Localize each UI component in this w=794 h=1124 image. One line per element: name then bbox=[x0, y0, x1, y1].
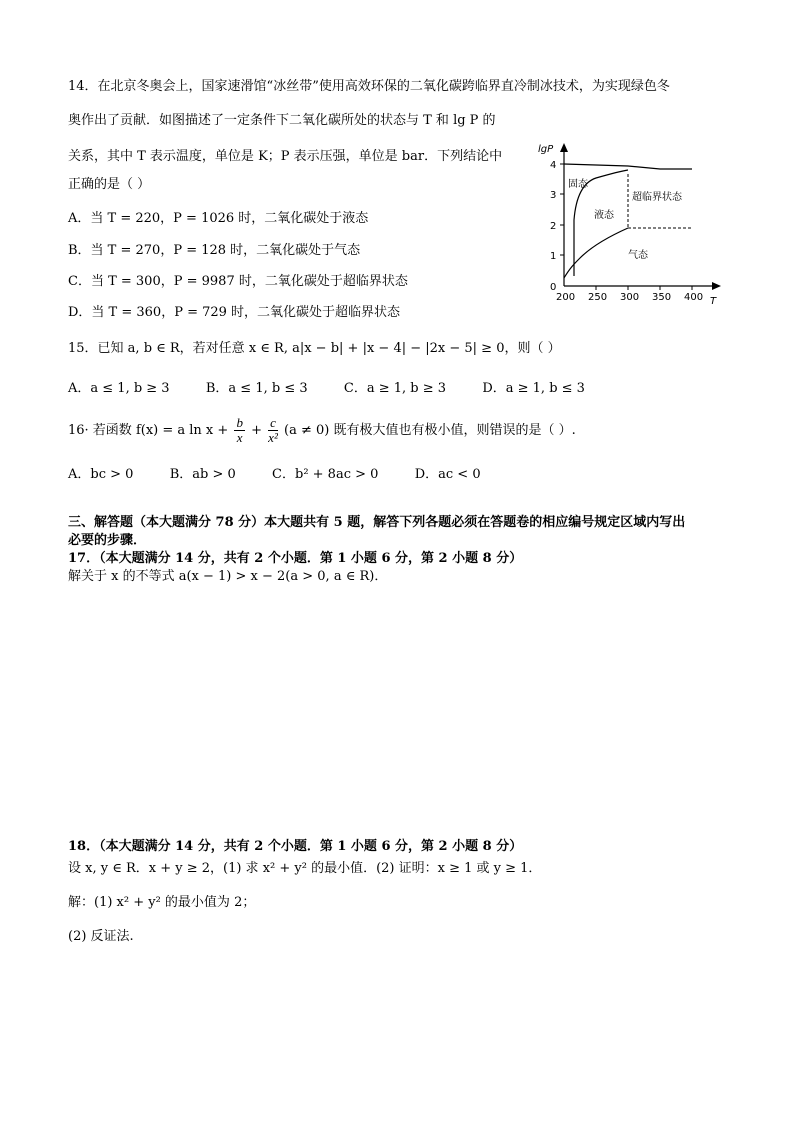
section3-heading-line2: 必要的步骤． bbox=[68, 533, 147, 548]
q15-options bbox=[68, 380, 585, 398]
y-axis-label: lgP bbox=[538, 144, 554, 155]
q16-option-d: D．ac < 0 bbox=[414, 467, 481, 482]
y-tick-label: 3 bbox=[550, 190, 557, 201]
y-axis-arrow bbox=[560, 143, 568, 152]
q16-fraction-b-over-x bbox=[234, 416, 245, 445]
q14-option-b: B．当 T = 270，P = 128 时，二氧化碳处于气态 bbox=[68, 243, 361, 258]
y-tick-label: 0 bbox=[550, 282, 557, 293]
x-tick-label: 250 bbox=[588, 292, 608, 303]
solid-boundary-top bbox=[564, 164, 692, 169]
q18-answer2: (2) 反证法. bbox=[68, 929, 134, 944]
q18-answer1: 解：(1) x² + y² 的最小值为 2； bbox=[68, 895, 256, 910]
region-gas-label: 气态 bbox=[628, 250, 648, 261]
q16-frac1-den: x bbox=[236, 430, 243, 445]
x-tick-label: 400 bbox=[684, 292, 704, 303]
q16-stem bbox=[68, 414, 576, 448]
q14-option-d: D．当 T = 360，P = 729 时，二氧化碳处于超临界状态 bbox=[68, 305, 401, 320]
q14-option-a: A．当 T = 220，P = 1026 时，二氧化碳处于液态 bbox=[68, 211, 369, 226]
q15-option-a: A．a ≤ 1, b ≥ 3 bbox=[68, 381, 170, 396]
q16-plus: + bbox=[251, 423, 262, 438]
q18-body: 设 x, y ∈ R．x + y ≥ 2，(1) 求 x² + y² 的最小值．(2) 证明：x ≥ 1 或 y ≥ 1． bbox=[68, 861, 542, 876]
q16-option-c: C．b² + 8ac > 0 bbox=[272, 467, 379, 482]
q14-line3: 关系，其中 T 表示温度，单位是 K；P 表示压强，单位是 bar．下列结论中 bbox=[68, 149, 503, 164]
q14-line4: 正确的是（ ） bbox=[68, 177, 151, 192]
region-solid-label: 固态 bbox=[568, 179, 588, 190]
q16-frac1-num: b bbox=[236, 415, 243, 430]
q17-body: 解关于 x 的不等式 a(x − 1) > x − 2(a > 0, a ∈ R)． bbox=[68, 569, 388, 584]
phase-diagram bbox=[530, 140, 726, 310]
q16-option-a: A．bc > 0 bbox=[68, 467, 134, 482]
q14-line1: 14．在北京冬奥会上，国家速滑馆“冰丝带”使用高效环保的二氧化碳跨临界直冷制冰技术，为实现绿色冬 bbox=[68, 79, 670, 94]
q16-suffix: (a ≠ 0) 既有极大值也有极小值，则错误的是（ ）. bbox=[284, 423, 576, 438]
q16-option-b: B．ab > 0 bbox=[169, 467, 236, 482]
section3-heading-line1: 三、解答题（本大题满分 78 分）本大题共有 5 题，解答下列各题必须在答题卷的相应编号规定区域内写出 bbox=[68, 515, 686, 530]
region-supercritical-label: 超临界状态 bbox=[632, 192, 682, 203]
q16-options bbox=[68, 466, 481, 484]
q16-prefix: 16· 若函数 f(x) = a ln x + bbox=[68, 423, 229, 438]
q14-option-c: C．当 T = 300，P = 9987 时，二氧化碳处于超临界状态 bbox=[68, 274, 408, 289]
x-tick-label: 200 bbox=[556, 292, 576, 303]
x-tick-label: 300 bbox=[620, 292, 640, 303]
q17-title: 17．（本大题满分 14 分，共有 2 个小题．第 1 小题 6 分，第 2 小题 8 分） bbox=[68, 551, 523, 566]
x-axis-arrow bbox=[712, 282, 721, 290]
x-tick-label: 350 bbox=[652, 292, 672, 303]
x-axis-label: T bbox=[710, 296, 717, 307]
q15-stem: 15．已知 a, b ∈ R，若对任意 x ∈ R, a|x − b| + |x − 4| − |2x − 5| ≥ 0，则（ ） bbox=[68, 341, 561, 356]
q16-fraction-c-over-x2 bbox=[268, 416, 278, 445]
q18-title: 18．（本大题满分 14 分，共有 2 个小题．第 1 小题 6 分，第 2 小题 8 分） bbox=[68, 839, 523, 854]
q15-option-b: B．a ≤ 1, b ≤ 3 bbox=[205, 381, 308, 396]
y-tick-label: 1 bbox=[550, 251, 557, 262]
y-tick-label: 2 bbox=[550, 221, 557, 232]
q16-frac2-den: x² bbox=[268, 430, 278, 445]
q15-option-c: C．a ≥ 1, b ≥ 3 bbox=[343, 381, 447, 396]
q16-frac2-num: c bbox=[270, 415, 276, 430]
region-liquid-label: 液态 bbox=[594, 210, 614, 221]
y-tick-label: 4 bbox=[550, 160, 557, 171]
q15-option-d: D．a ≥ 1, b ≤ 3 bbox=[482, 381, 585, 396]
q14-line2: 奥作出了贡献．如图描述了一定条件下二氧化碳所处的状态与 T 和 lg P 的 bbox=[68, 113, 496, 128]
